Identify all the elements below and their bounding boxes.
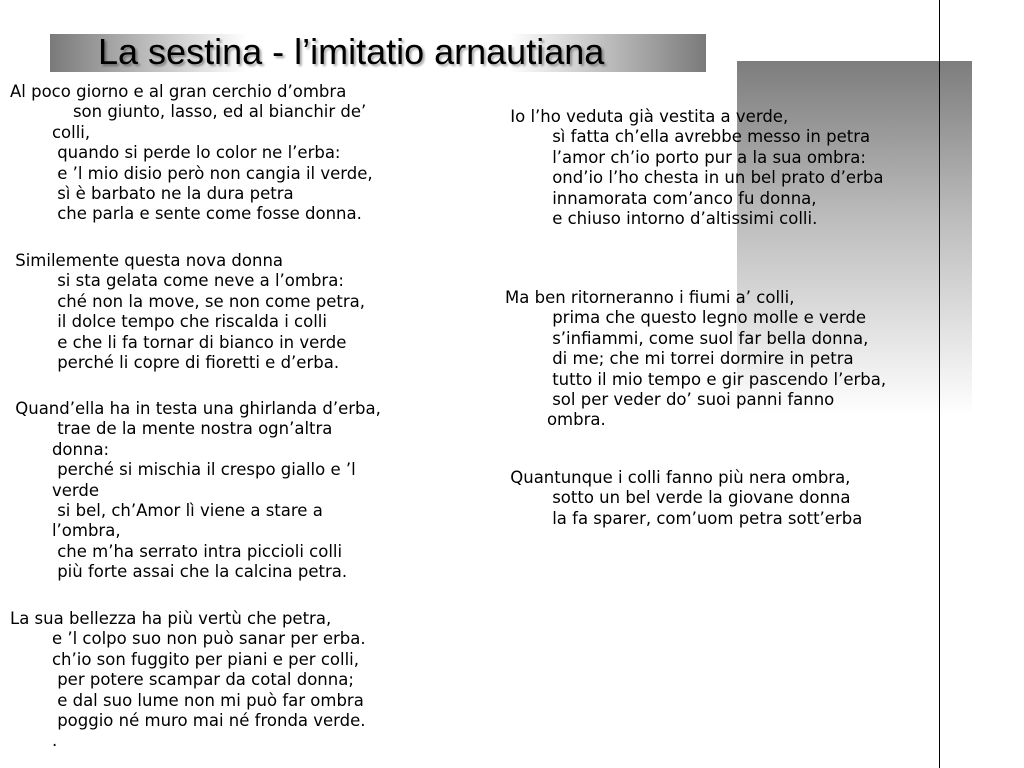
stanza-6: Ma ben ritorneranno i fiumi a’ colli, prima che questo legno molle e verde s’infiammi, come suol far bella donna, di me; che mi torrei dormire in petra tutto il mio tempo e gir pascendo l’erba, sol per veder do’ suoi panni fanno ombra. <box>505 288 887 430</box>
stanza-3: Quand’ella ha in testa una ghirlanda d’erba, trae de la mente nostra ogn’altra donna: perché si mischia il crespo giallo e ’l verde si bel, ch’Amor lì viene a stare a l’ombra, che m’ha serrato intra piccioli colli più forte assai che la calcina petra. <box>15 399 381 582</box>
vertical-divider-line <box>939 0 940 768</box>
slide-title: La sestina - l’imitatio arnautiana <box>98 31 605 72</box>
stanza-4: La sua bellezza ha più vertù che petra, e ’l colpo suo non può sanar per erba. ch’io son fuggito per piani e per colli, per potere scampar da cotal donna; e dal suo lume non mi può far ombra poggio né muro mai né fronda verde. . <box>10 609 366 751</box>
stanza-5: Io l’ho veduta già vestita a verde, sì fatta ch’ella avrebbe messo in petra l’amor ch’io porto pur a la sua ombra: ond’io l’ho chesta in un bel prato d’erba innamorata com’anco fu donna, e chiuso intorno d’altissimi colli. <box>510 107 884 229</box>
stanza-1: Al poco giorno e al gran cerchio d’ombra son giunto, lasso, ed al bianchir de’ colli, quando si perde lo color ne l’erba: e ’l mio disio però non cangia il verde, sì è barbato ne la dura petra che parla e sente come fosse donna. <box>10 82 373 224</box>
congedo: Quantunque i colli fanno più nera ombra, sotto un bel verde la giovane donna la fa sparer, com’uom petra sott’erba <box>510 468 863 528</box>
stanza-2: Similemente questa nova donna si sta gelata come neve a l’ombra: ché non la move, se non come petra, il dolce tempo che riscalda i colli e che li fa tornar di bianco in verde perché li copre di fioretti e d’erba. <box>15 251 366 373</box>
